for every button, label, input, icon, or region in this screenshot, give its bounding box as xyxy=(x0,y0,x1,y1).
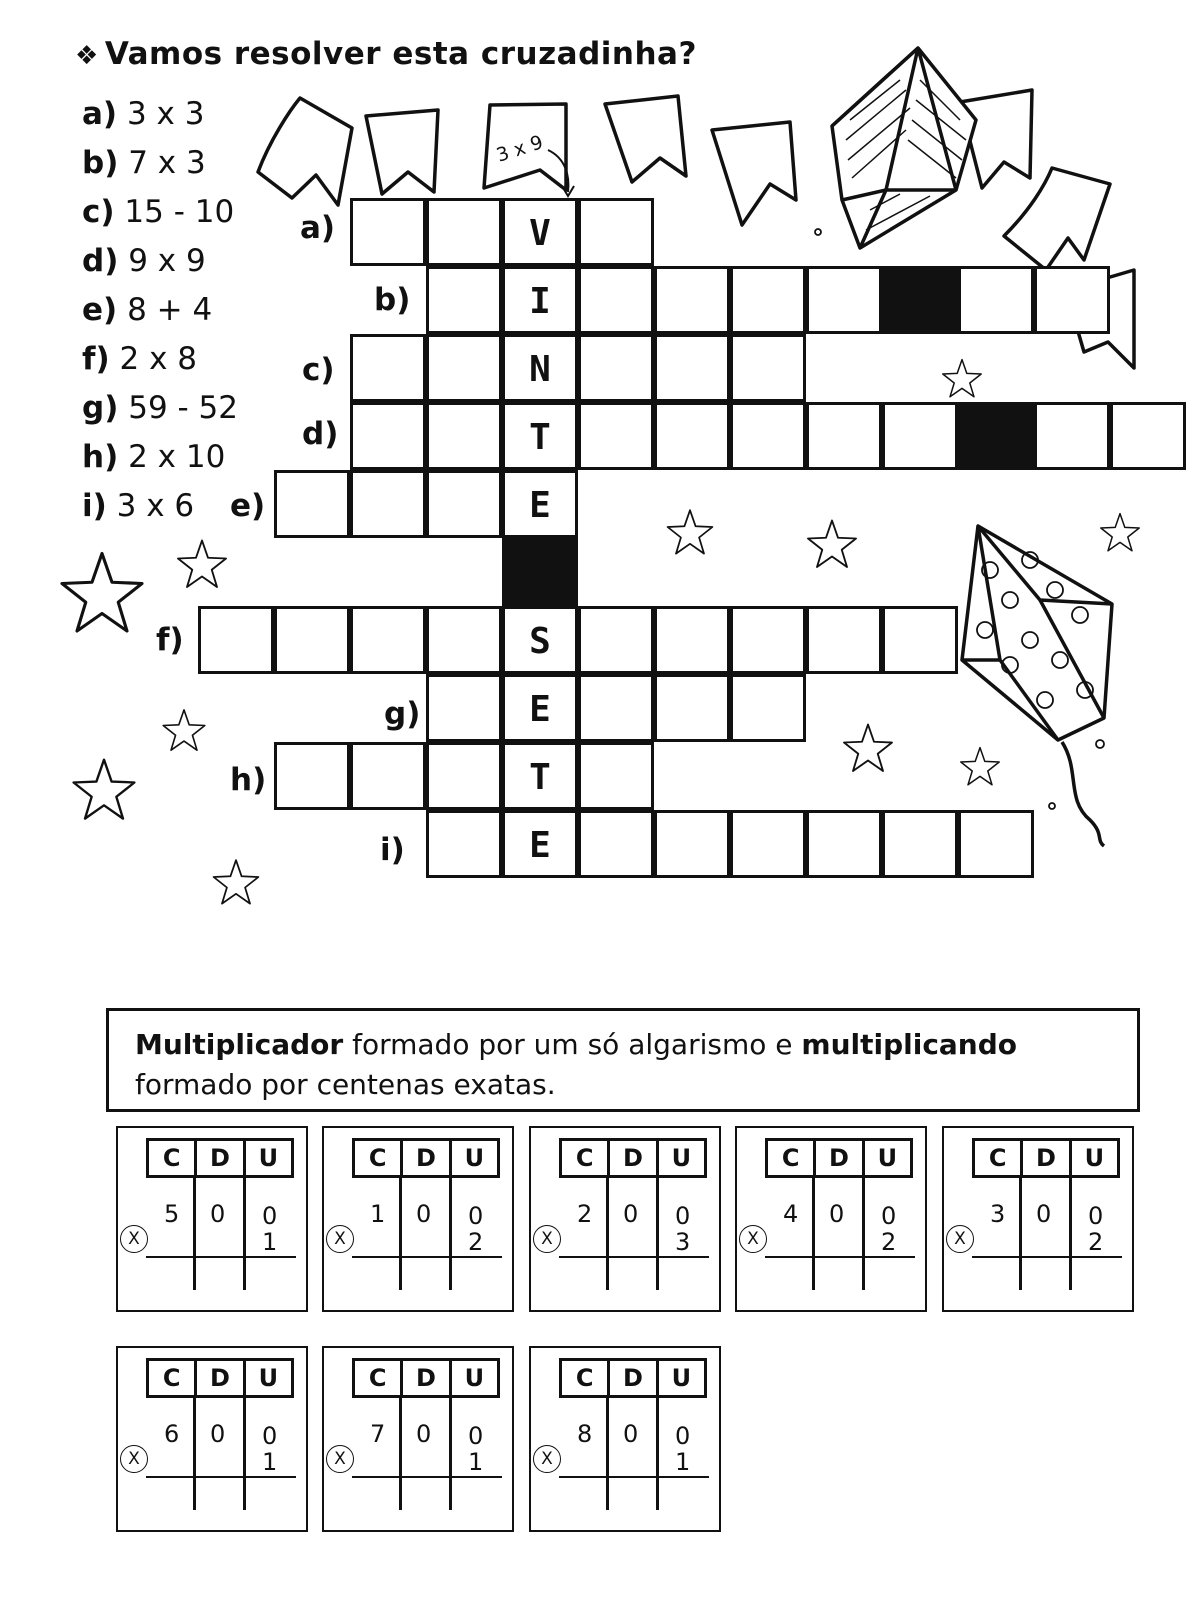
crossword-cell[interactable] xyxy=(426,470,502,538)
multiply-sign-icon: X xyxy=(533,1445,561,1473)
digit-u: 0 xyxy=(468,1202,484,1230)
place-value-header xyxy=(352,1358,500,1398)
column-divider xyxy=(812,1178,815,1290)
column-divider xyxy=(862,1178,865,1290)
title-text: Vamos resolver esta cruzadinha? xyxy=(104,36,697,72)
header-d: D xyxy=(1020,1141,1068,1175)
header-u: U xyxy=(1069,1141,1117,1175)
crossword-answer-cell[interactable] xyxy=(502,266,578,334)
clue-i: i) 3 x 6 xyxy=(82,488,195,524)
star-10 xyxy=(844,725,892,772)
multiplication-box xyxy=(735,1126,927,1312)
crossword-cell[interactable] xyxy=(882,402,958,470)
header-c: C xyxy=(575,1144,594,1172)
crossword-cell[interactable] xyxy=(654,402,730,470)
crossword-cell[interactable] xyxy=(578,674,654,742)
festa-flag-7 xyxy=(1004,168,1110,270)
multiplication-box xyxy=(942,1126,1134,1312)
festa-flag-2 xyxy=(366,110,438,194)
crossword-cell[interactable] xyxy=(806,402,882,470)
crossword-answer-cell[interactable] xyxy=(502,470,578,538)
row-label-g: g) xyxy=(384,696,421,732)
header-d: D xyxy=(607,1141,655,1175)
header-d: D xyxy=(194,1141,242,1175)
crossword-cell[interactable] xyxy=(350,402,426,470)
crossword-cell[interactable] xyxy=(274,470,350,538)
header-c: C xyxy=(162,1364,181,1392)
multiply-sign-icon: X xyxy=(120,1225,148,1253)
digit-u: 0 xyxy=(675,1422,691,1450)
multiplication-box xyxy=(116,1126,308,1312)
result-line xyxy=(765,1256,915,1258)
row-label-b: b) xyxy=(374,282,411,318)
multiply-sign-icon: X xyxy=(739,1225,767,1253)
crossword-cell[interactable] xyxy=(426,198,502,266)
star-2 xyxy=(178,541,226,588)
answer-letter: T xyxy=(529,417,551,458)
digit-d: 0 xyxy=(829,1200,845,1228)
multiply-sign-icon: X xyxy=(326,1445,354,1473)
column-divider xyxy=(243,1398,246,1510)
crossword-answer-cell[interactable] xyxy=(502,606,578,674)
multiplier-digit: 1 xyxy=(262,1448,278,1476)
column-divider xyxy=(449,1178,452,1290)
balloon-top xyxy=(832,48,976,248)
flag-hint: 3 x 9 xyxy=(493,131,546,167)
answer-letter: S xyxy=(529,621,551,662)
star-9 xyxy=(1101,514,1139,551)
star-7 xyxy=(808,521,856,568)
crossword-cell[interactable] xyxy=(730,334,806,402)
digit-c: 1 xyxy=(370,1200,386,1228)
crossword-cell[interactable] xyxy=(274,742,350,810)
crossword-answer-cell[interactable] xyxy=(502,198,578,266)
clue-g: g) 59 - 52 xyxy=(82,390,239,426)
crossword-cell[interactable] xyxy=(578,606,654,674)
column-divider xyxy=(193,1178,196,1290)
header-u: U xyxy=(243,1141,291,1175)
digit-u: 0 xyxy=(675,1202,691,1230)
clue-f: f) 2 x 8 xyxy=(82,341,198,377)
crossword-cell[interactable] xyxy=(806,266,882,334)
result-line xyxy=(559,1476,709,1478)
result-line xyxy=(352,1476,502,1478)
crossword-cell[interactable] xyxy=(654,334,730,402)
multiplier-digit: 2 xyxy=(881,1228,897,1256)
answer-letter: N xyxy=(529,349,551,390)
answer-space[interactable] xyxy=(675,1488,705,1524)
clue-a: a) 3 x 3 xyxy=(82,96,205,132)
row-label-f: f) xyxy=(156,622,184,658)
row-label-a: a) xyxy=(300,210,336,246)
header-d: D xyxy=(400,1361,448,1395)
multiply-sign-icon: X xyxy=(946,1225,974,1253)
header-d: D xyxy=(400,1141,448,1175)
crossword-cell[interactable] xyxy=(654,810,730,878)
digit-d: 0 xyxy=(210,1420,226,1448)
row-label-i: i) xyxy=(380,832,405,868)
crossword-cell[interactable] xyxy=(958,266,1034,334)
row-label-c: c) xyxy=(302,352,335,388)
digit-c: 6 xyxy=(164,1420,180,1448)
crossword-cell[interactable] xyxy=(730,606,806,674)
instruction-box xyxy=(106,1008,1140,1112)
digit-u: 0 xyxy=(881,1202,897,1230)
digit-c: 8 xyxy=(577,1420,593,1448)
crossword-answer-cell[interactable] xyxy=(502,810,578,878)
place-value-header xyxy=(146,1358,294,1398)
header-u: U xyxy=(656,1141,704,1175)
answer-space[interactable] xyxy=(675,1268,705,1304)
place-value-header xyxy=(972,1138,1120,1178)
crossword-cell[interactable] xyxy=(350,334,426,402)
crossword-cell[interactable] xyxy=(578,266,654,334)
multiplier-digit: 2 xyxy=(1088,1228,1104,1256)
star-11 xyxy=(961,748,999,785)
crossword-cell[interactable] xyxy=(426,674,502,742)
answer-space[interactable] xyxy=(468,1488,498,1524)
answer-letter: T xyxy=(529,757,551,798)
result-line xyxy=(972,1256,1122,1258)
bullet-icon: ❖ xyxy=(75,41,99,71)
place-value-header xyxy=(559,1358,707,1398)
header-u: U xyxy=(449,1141,497,1175)
digit-d: 0 xyxy=(416,1420,432,1448)
multiplication-box xyxy=(529,1126,721,1312)
crossword-cell[interactable] xyxy=(806,810,882,878)
crossword-cell[interactable] xyxy=(730,810,806,878)
column-divider xyxy=(1069,1178,1072,1290)
crossword-answer-cell[interactable] xyxy=(502,402,578,470)
column-divider xyxy=(193,1398,196,1510)
row-label-d: d) xyxy=(302,416,339,452)
instruction-text: Multiplicador formado por um só algarismo e multiplicando formado por centenas exatas. xyxy=(135,1028,1018,1101)
crossword-cell[interactable] xyxy=(578,810,654,878)
multiplication-box xyxy=(322,1346,514,1532)
header-c: C xyxy=(575,1364,594,1392)
place-value-header xyxy=(559,1138,707,1178)
header-c: C xyxy=(781,1144,800,1172)
multiplication-box xyxy=(322,1126,514,1312)
multiplier-digit: 1 xyxy=(468,1448,484,1476)
crossword-cell[interactable] xyxy=(274,606,350,674)
crossword-cell[interactable] xyxy=(882,810,958,878)
digit-d: 0 xyxy=(623,1420,639,1448)
multiply-sign-icon: X xyxy=(533,1225,561,1253)
clue-c: c) 15 - 10 xyxy=(82,194,235,230)
festa-flag-4 xyxy=(605,96,686,182)
festa-flag-1 xyxy=(258,98,352,205)
crossword-cell[interactable] xyxy=(654,266,730,334)
column-divider xyxy=(243,1178,246,1290)
header-u: U xyxy=(449,1361,497,1395)
star-6 xyxy=(668,510,713,553)
answer-letter: E xyxy=(529,689,551,730)
crossword-answer-cell[interactable] xyxy=(502,742,578,810)
result-line xyxy=(352,1256,502,1258)
clue-e: e) 8 + 4 xyxy=(82,292,213,328)
multiplier-digit: 2 xyxy=(468,1228,484,1256)
crossword-answer-cell xyxy=(502,538,578,606)
star-1 xyxy=(62,554,142,632)
header-c: C xyxy=(162,1144,181,1172)
crossword-cell[interactable] xyxy=(730,402,806,470)
digit-d: 0 xyxy=(210,1200,226,1228)
crossword-cell[interactable] xyxy=(730,674,806,742)
digit-d: 0 xyxy=(1036,1200,1052,1228)
header-c: C xyxy=(988,1144,1007,1172)
digit-c: 7 xyxy=(370,1420,386,1448)
header-d: D xyxy=(194,1361,242,1395)
header-d: D xyxy=(813,1141,861,1175)
header-u: U xyxy=(243,1361,291,1395)
crossword-cell[interactable] xyxy=(730,266,806,334)
star-8 xyxy=(943,360,981,397)
clue-b: b) 7 x 3 xyxy=(82,145,206,181)
digit-d: 0 xyxy=(623,1200,639,1228)
star-3 xyxy=(163,710,205,750)
digit-c: 2 xyxy=(577,1200,593,1228)
crossword-cell[interactable] xyxy=(426,402,502,470)
column-divider xyxy=(399,1178,402,1290)
crossword-cell[interactable] xyxy=(578,198,654,266)
header-d: D xyxy=(607,1361,655,1395)
column-divider xyxy=(656,1398,659,1510)
crossword-cell[interactable] xyxy=(350,606,426,674)
crossword-cell[interactable] xyxy=(426,810,502,878)
multiplier-digit: 3 xyxy=(675,1228,691,1256)
crossword-answer-cell[interactable] xyxy=(502,334,578,402)
crossword-cell[interactable] xyxy=(350,742,426,810)
crossword-answer-cell[interactable] xyxy=(502,674,578,742)
digit-u: 0 xyxy=(262,1422,278,1450)
crossword-black-cell xyxy=(958,402,1034,470)
crossword-black-cell xyxy=(882,266,958,334)
digit-u: 0 xyxy=(262,1202,278,1230)
crossword-cell[interactable] xyxy=(958,810,1034,878)
crossword-cell[interactable] xyxy=(350,470,426,538)
crossword-cell[interactable] xyxy=(426,742,502,810)
digit-u: 0 xyxy=(468,1422,484,1450)
multiply-sign-icon: X xyxy=(326,1225,354,1253)
star-4 xyxy=(74,760,135,819)
page-title xyxy=(75,36,697,72)
crossword-cell[interactable] xyxy=(882,606,958,674)
answer-space[interactable] xyxy=(1088,1268,1118,1304)
place-value-header xyxy=(352,1138,500,1178)
header-u: U xyxy=(862,1141,910,1175)
crossword-cell[interactable] xyxy=(654,674,730,742)
place-value-header xyxy=(146,1138,294,1178)
crossword-cell[interactable] xyxy=(1034,266,1110,334)
header-c: C xyxy=(368,1144,387,1172)
crossword-cell[interactable] xyxy=(1034,402,1110,470)
festa-flag-5 xyxy=(712,122,796,225)
answer-letter: E xyxy=(529,825,551,866)
answer-letter: E xyxy=(529,485,551,526)
header-c: C xyxy=(368,1364,387,1392)
crossword-cell[interactable] xyxy=(426,606,502,674)
crossword-cell[interactable] xyxy=(198,606,274,674)
result-line xyxy=(559,1256,709,1258)
crossword-cell[interactable] xyxy=(426,334,502,402)
digit-c: 5 xyxy=(164,1200,180,1228)
multiplier-digit: 1 xyxy=(262,1228,278,1256)
column-divider xyxy=(606,1398,609,1510)
column-divider xyxy=(1019,1178,1022,1290)
answer-space[interactable] xyxy=(262,1488,292,1524)
answer-space[interactable] xyxy=(468,1268,498,1304)
answer-letter: I xyxy=(529,281,551,322)
crossword-cell[interactable] xyxy=(578,742,654,810)
crossword-cell[interactable] xyxy=(350,198,426,266)
multiply-sign-icon: X xyxy=(120,1445,148,1473)
row-label-e: e) xyxy=(230,488,266,524)
place-value-header xyxy=(765,1138,913,1178)
crossword-cell[interactable] xyxy=(654,606,730,674)
clue-h: h) 2 x 10 xyxy=(82,439,226,475)
column-divider xyxy=(656,1178,659,1290)
digit-c: 4 xyxy=(783,1200,799,1228)
result-line xyxy=(146,1476,296,1478)
answer-space[interactable] xyxy=(262,1268,292,1304)
column-divider xyxy=(449,1398,452,1510)
crossword-cell[interactable] xyxy=(578,402,654,470)
multiplication-box xyxy=(116,1346,308,1532)
star-5 xyxy=(214,860,259,903)
crossword-cell[interactable] xyxy=(1110,402,1186,470)
answer-space[interactable] xyxy=(881,1268,911,1304)
column-divider xyxy=(399,1398,402,1510)
crossword-cell[interactable] xyxy=(426,266,502,334)
crossword-cell[interactable] xyxy=(806,606,882,674)
row-label-h: h) xyxy=(230,762,267,798)
column-divider xyxy=(606,1178,609,1290)
digit-u: 0 xyxy=(1088,1202,1104,1230)
multiplication-box xyxy=(529,1346,721,1532)
digit-c: 3 xyxy=(990,1200,1006,1228)
multiplier-digit: 1 xyxy=(675,1448,691,1476)
answer-letter: V xyxy=(529,213,551,254)
digit-d: 0 xyxy=(416,1200,432,1228)
crossword-cell[interactable] xyxy=(578,334,654,402)
clue-d: d) 9 x 9 xyxy=(82,243,206,279)
header-u: U xyxy=(656,1361,704,1395)
result-line xyxy=(146,1256,296,1258)
